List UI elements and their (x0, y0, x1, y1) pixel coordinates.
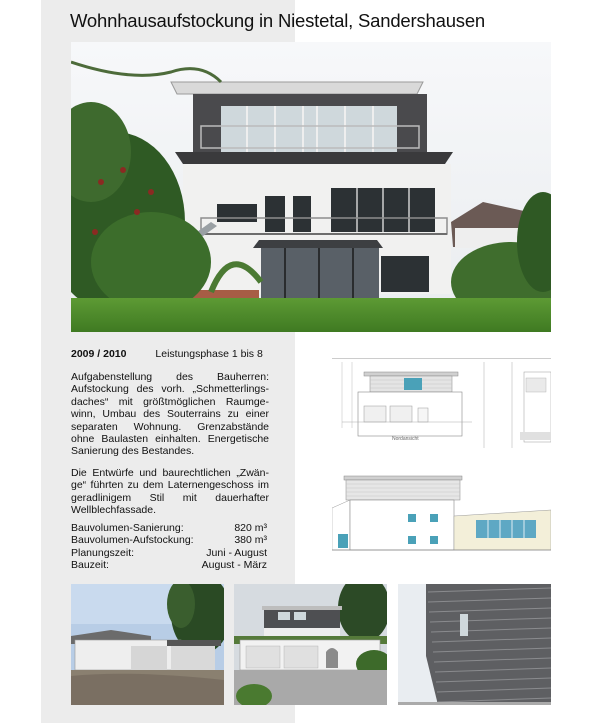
fact-row (71, 534, 267, 546)
fact-label: Bauvolumen-Sanierung: (71, 522, 184, 534)
north-view-label: Nordansicht (392, 436, 419, 442)
project-phase: Leistungsphase 1 bis 8 (155, 348, 263, 360)
fact-row (71, 522, 267, 534)
side-elevation-drawing (332, 470, 551, 556)
cladding-detail-photo (398, 584, 551, 705)
description-paragraph-1: Aufgabenstellung des Bauherren: Aufstockung des vorh. „Schmetterlings-daches“ mit größtmöglichen Raumge-winn, Umbau des Souterrains zu einer separaten Wohnung. Grenzabstände ohne Baulasten einhalten. Energetische Sanierung des Bestandes. (71, 371, 269, 458)
page-title: Wohnhausaufstockung in Niestetal, Sandershausen (70, 10, 486, 31)
fact-label: Bauzeit: (71, 559, 109, 572)
fact-row (71, 547, 267, 559)
project-facts (71, 522, 267, 572)
north-elevation-drawing (332, 358, 551, 448)
main-house-photo (71, 42, 551, 332)
fact-value: 820 m³ (234, 522, 267, 534)
fact-label: Bauvolumen-Aufstockung: (71, 534, 194, 547)
description-paragraph-2: Die Entwürfe und baurechtlichen „Zwän-ge“ führten zu dem Laternengeschoss im geradlinigem Stil mit dauerhafter Wellblechfassade. (71, 466, 269, 517)
before-photo-garages (71, 584, 224, 705)
fact-label: Planungszeit: (71, 546, 135, 559)
fact-value: 380 m³ (234, 534, 267, 547)
fact-value: Juni - August (206, 546, 267, 559)
project-meta (71, 348, 263, 360)
fact-value: August - März (201, 559, 267, 572)
fact-row (71, 559, 267, 571)
front-photo-garages (234, 584, 387, 705)
project-description (71, 371, 269, 525)
project-years: 2009 / 2010 (71, 348, 127, 360)
